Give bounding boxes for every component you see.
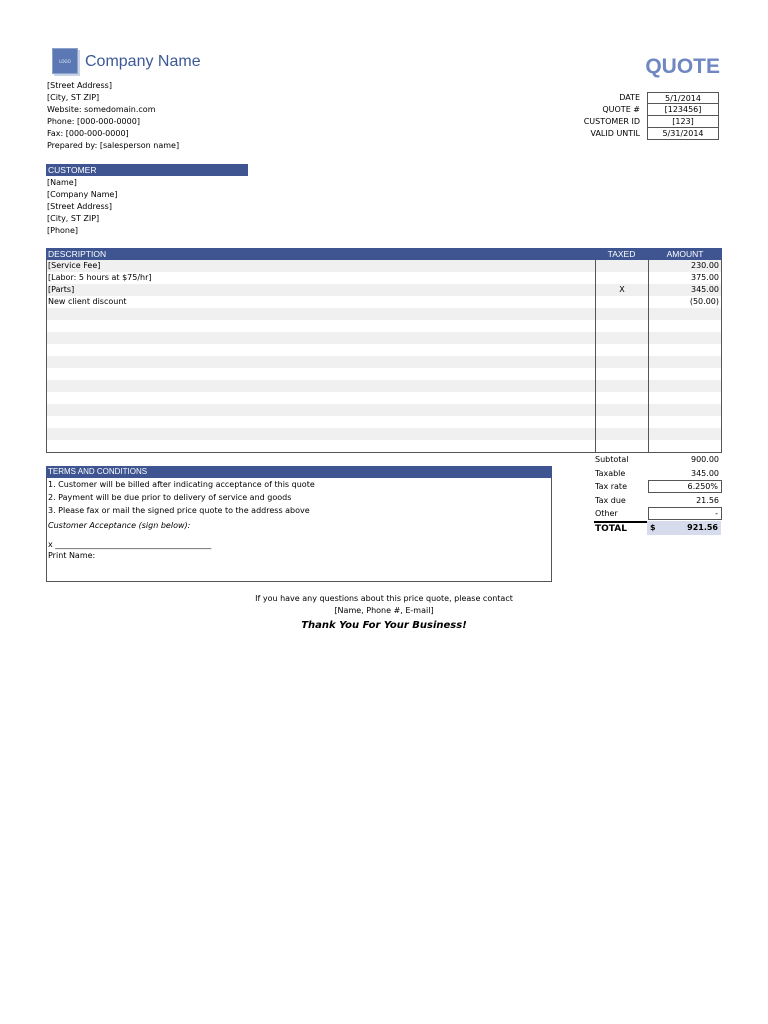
table-row xyxy=(47,380,721,392)
description-cell[interactable] xyxy=(47,332,595,344)
footer-thanks: Thank You For Your Business! xyxy=(301,620,467,631)
term-line-1: 1. Customer will be billed after indicating acceptance of this quote xyxy=(48,480,315,489)
taxed-cell[interactable] xyxy=(595,356,649,368)
total-value: 921.56 xyxy=(687,522,718,532)
amount-cell[interactable] xyxy=(649,356,721,368)
logo-text: LOGO xyxy=(59,58,71,64)
table-row xyxy=(47,296,721,308)
meta-row-quote-number xyxy=(540,104,719,116)
subtotal-label: Subtotal xyxy=(595,455,629,464)
terms-heading: TERMS AND CONDITIONS xyxy=(46,466,552,478)
description-cell[interactable] xyxy=(47,416,595,428)
table-row xyxy=(47,308,721,320)
amount-cell[interactable] xyxy=(649,332,721,344)
sender-fax: Fax: [000-000-0000] xyxy=(47,129,129,138)
meta-row-valid-until xyxy=(540,128,719,140)
description-cell[interactable] xyxy=(47,380,595,392)
tax-rate-label: Tax rate xyxy=(595,482,627,491)
total-value-cell xyxy=(647,521,721,535)
footer-contact-placeholder: [Name, Phone #, E-mail] xyxy=(334,606,434,615)
amount-cell[interactable] xyxy=(649,392,721,404)
terms-box xyxy=(46,478,552,582)
subtotal-row xyxy=(594,453,722,467)
table-row xyxy=(47,320,721,332)
taxed-cell[interactable]: X xyxy=(595,284,649,296)
line-items-table xyxy=(46,248,722,453)
sender-website: Website: somedomain.com xyxy=(47,105,156,114)
taxed-cell[interactable] xyxy=(595,260,649,272)
amount-header: AMOUNT xyxy=(648,248,722,260)
customer-heading: CUSTOMER xyxy=(46,164,248,176)
total-row xyxy=(594,521,722,535)
print-name-label: Print Name: xyxy=(48,551,96,560)
line-items-body xyxy=(46,260,722,453)
taxed-cell[interactable] xyxy=(595,344,649,356)
customer-city: [City, ST ZIP] xyxy=(47,214,100,223)
date-field[interactable]: 5/1/2014 xyxy=(647,92,719,104)
description-cell[interactable] xyxy=(47,320,595,332)
customer-street: [Street Address] xyxy=(47,202,112,211)
table-row xyxy=(47,428,721,440)
taxed-cell[interactable] xyxy=(595,392,649,404)
table-row xyxy=(47,440,721,452)
taxable-row xyxy=(594,467,722,481)
taxed-cell[interactable] xyxy=(595,332,649,344)
amount-cell[interactable] xyxy=(649,428,721,440)
description-cell[interactable] xyxy=(47,440,595,452)
term-line-2: 2. Payment will be due prior to delivery of service and goods xyxy=(48,493,292,502)
description-cell[interactable] xyxy=(47,392,595,404)
tax-rate-field[interactable]: 6.250% xyxy=(648,480,722,493)
meta-row-customer-id xyxy=(540,116,719,128)
currency-symbol: $ xyxy=(650,522,656,532)
footer-contact-text: If you have any questions about this price quote, please contact xyxy=(255,594,513,603)
description-cell[interactable]: [Labor: 5 hours at $75/hr] xyxy=(48,273,152,282)
table-row xyxy=(47,260,721,272)
line-items-header xyxy=(46,248,722,260)
customer-id-field[interactable]: [123] xyxy=(647,116,719,128)
tax-due-value: 21.56 xyxy=(696,495,719,505)
company-logo xyxy=(52,48,78,74)
amount-cell[interactable] xyxy=(649,440,721,452)
signature-line[interactable]: x _______________________________________ xyxy=(48,540,212,549)
tax-due-label: Tax due xyxy=(595,495,626,505)
table-row xyxy=(47,344,721,356)
meta-label: VALID UNTIL xyxy=(590,129,640,138)
table-row xyxy=(47,356,721,368)
taxable-label: Taxable xyxy=(595,468,626,478)
amount-cell[interactable] xyxy=(649,416,721,428)
taxed-cell[interactable] xyxy=(595,428,649,440)
customer-info xyxy=(47,177,117,237)
table-row xyxy=(47,392,721,404)
table-row xyxy=(47,332,721,344)
table-row xyxy=(47,416,721,428)
amount-cell[interactable] xyxy=(649,320,721,332)
taxed-cell[interactable] xyxy=(595,368,649,380)
description-cell[interactable] xyxy=(47,404,595,416)
taxed-header: TAXED xyxy=(595,248,648,260)
subtotal-value: 900.00 xyxy=(691,455,719,464)
valid-until-field[interactable]: 5/31/2014 xyxy=(647,128,719,140)
description-cell[interactable] xyxy=(47,368,595,380)
meta-label: DATE xyxy=(619,93,640,102)
sender-city: [City, ST ZIP] xyxy=(47,93,100,102)
acceptance-label: Customer Acceptance (sign below): xyxy=(48,521,191,530)
sender-phone: Phone: [000-000-0000] xyxy=(47,117,140,126)
tax-due-row xyxy=(594,494,722,508)
quote-meta-table xyxy=(540,92,719,140)
amount-cell[interactable]: (50.00) xyxy=(689,297,719,306)
amount-cell[interactable]: 230.00 xyxy=(691,261,719,270)
taxed-cell[interactable] xyxy=(595,416,649,428)
description-cell[interactable] xyxy=(47,308,595,320)
customer-phone: [Phone] xyxy=(47,226,79,235)
taxed-cell[interactable] xyxy=(595,380,649,392)
table-row xyxy=(47,404,721,416)
amount-cell[interactable] xyxy=(649,344,721,356)
term-line-3: 3. Please fax or mail the signed price quote to the address above xyxy=(48,506,310,515)
other-label: Other xyxy=(595,509,618,518)
amount-cell[interactable] xyxy=(649,308,721,320)
taxable-value: 345.00 xyxy=(691,468,719,478)
description-cell[interactable] xyxy=(47,428,595,440)
customer-name: [Name] xyxy=(47,178,77,187)
totals-panel xyxy=(594,453,722,535)
description-cell[interactable]: [Parts] xyxy=(48,285,75,294)
taxed-cell[interactable] xyxy=(595,272,649,284)
taxed-cell[interactable] xyxy=(595,320,649,332)
other-row xyxy=(594,507,722,521)
amount-cell[interactable] xyxy=(649,380,721,392)
taxed-cell[interactable] xyxy=(595,404,649,416)
total-label: TOTAL xyxy=(594,521,647,535)
sender-street: [Street Address] xyxy=(47,81,112,90)
table-row xyxy=(47,272,721,284)
other-field[interactable]: - xyxy=(648,507,722,520)
table-row xyxy=(47,284,721,296)
amount-cell[interactable]: 345.00 xyxy=(691,285,719,294)
document-title: QUOTE xyxy=(645,55,720,78)
meta-label: QUOTE # xyxy=(602,105,640,114)
taxed-cell[interactable] xyxy=(595,296,649,308)
amount-cell[interactable] xyxy=(649,368,721,380)
company-name: Company Name xyxy=(85,53,201,70)
amount-cell[interactable] xyxy=(649,404,721,416)
sender-prepared-by: Prepared by: [salesperson name] xyxy=(47,141,180,150)
quote-number-field[interactable]: [123456] xyxy=(647,104,719,116)
meta-label: CUSTOMER ID xyxy=(583,117,640,126)
table-row xyxy=(47,368,721,380)
description-header: DESCRIPTION xyxy=(46,248,595,260)
description-cell[interactable]: [Service Fee] xyxy=(48,261,101,270)
customer-company: [Company Name] xyxy=(47,190,118,199)
meta-row-date xyxy=(540,92,719,104)
description-cell[interactable] xyxy=(47,344,595,356)
sender-info xyxy=(47,80,179,152)
taxed-cell[interactable] xyxy=(595,440,649,452)
description-cell[interactable] xyxy=(47,356,595,368)
amount-cell[interactable]: 375.00 xyxy=(691,273,719,282)
tax-rate-row xyxy=(594,480,722,494)
taxed-cell[interactable] xyxy=(595,308,649,320)
description-cell[interactable]: New client discount xyxy=(48,297,127,306)
